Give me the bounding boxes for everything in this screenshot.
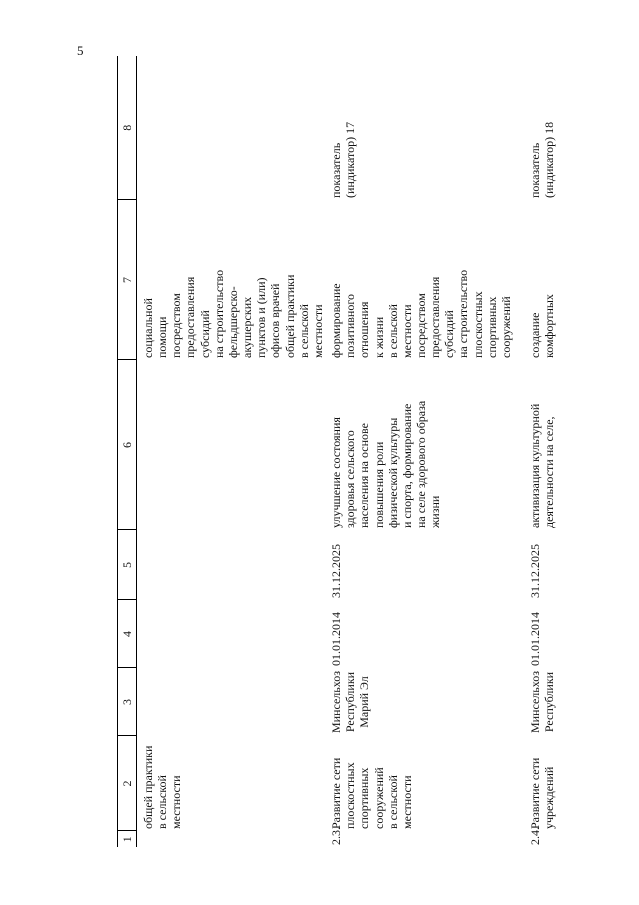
measure-name-cell (137, 736, 326, 831)
header-cell: 2 (118, 736, 137, 831)
cell-text-line: жизни (428, 495, 443, 528)
indicator-cell (325, 56, 524, 200)
cell-text-line: Минсельхоз (528, 670, 543, 734)
cell-text-line: активизация культурной (528, 403, 543, 528)
end-date-cell (137, 530, 326, 600)
cell-text-line: Марий Эл (357, 676, 372, 728)
cell-text-line: физической культуры (385, 417, 400, 528)
indicator-cell (524, 56, 556, 200)
cell-text-line: в сельской (296, 304, 311, 358)
cell-text-line: предоставления (183, 276, 198, 358)
cell-text-line: Республики (542, 671, 557, 733)
executor-cell (325, 668, 524, 736)
header-cell: 4 (118, 600, 137, 668)
cell-text-line: местности (310, 304, 325, 358)
program-link-cell (524, 200, 556, 360)
cell-text-line: субсидий (442, 310, 457, 358)
cell-text-line: предоставления (428, 276, 443, 358)
cell-text-line: местности (399, 304, 414, 358)
header-cell: 3 (118, 668, 137, 736)
header-cell: 6 (118, 360, 137, 530)
cell-text-line: показатель (528, 142, 543, 198)
cell-text-line: офисов врачей (268, 283, 283, 358)
cell-text-line: в сельской (385, 304, 400, 358)
expected-result-cell (524, 360, 556, 530)
cell-text-line: сооружений (498, 296, 513, 358)
cell-text-line: акушерских (240, 296, 255, 358)
cell-text-line: формирование (329, 283, 344, 358)
cell-text-line: и спорта, формирование (399, 403, 414, 528)
indicator-cell (137, 56, 326, 200)
row-number-cell: 2.3. (329, 827, 344, 845)
cell-text-line: в сельской (155, 775, 170, 829)
program-link-cell (137, 200, 326, 360)
cell-text-line: здоровья сельского (343, 430, 358, 528)
cell-text-line: на строительство (456, 269, 471, 358)
cell-text-line: местности (169, 775, 184, 829)
cell-text-line: (индикатор) 18 (542, 121, 557, 198)
cell-text-line: улучшение состояния (329, 417, 344, 528)
header-cell: 8 (118, 56, 137, 200)
end-date-cell: 31.12.2025 (528, 544, 543, 598)
row-number-cell (137, 831, 326, 847)
cell-text-line: общей практики (282, 274, 297, 358)
cell-text-line: плоскостных (470, 291, 485, 358)
cell-text-line: Развитие сети (528, 757, 543, 829)
cell-text-line: в сельской (385, 775, 400, 829)
cell-text-line: плоскостных (343, 762, 358, 829)
page-number: 5 (77, 43, 84, 58)
measure-name-cell (325, 736, 524, 831)
cell-text-line: спортивных (484, 296, 499, 358)
cell-text-line: на строительство (211, 269, 226, 358)
cell-text-line: населения на основе (357, 423, 372, 528)
measure-name-cell (524, 736, 556, 831)
table-row (137, 56, 326, 847)
cell-text-line: комфортных (542, 294, 557, 358)
cell-text-line: субсидий (197, 310, 212, 358)
start-date-cell: 01.01.2014 (329, 612, 344, 666)
cell-text-line: помощи (155, 316, 170, 358)
cell-text-line: социальной (141, 298, 155, 358)
table-row (524, 56, 556, 847)
header-cell: 7 (118, 200, 137, 360)
cell-text-line: фельдшерско- (225, 286, 240, 358)
start-date-cell: 01.01.2014 (528, 612, 543, 666)
cell-text-line: на селе здорового образа (413, 400, 428, 528)
cell-text-line: пунктов и (или) (254, 277, 269, 358)
cell-text-line: позитивного (343, 294, 358, 358)
executor-cell (524, 668, 556, 736)
cell-text-line: Минсельхоз (329, 670, 344, 734)
cell-text-line: к жизни (371, 316, 386, 358)
program-link-cell (325, 200, 524, 360)
end-date-cell: 31.12.2025 (329, 544, 344, 598)
start-date-cell (137, 600, 326, 668)
header-cell: 5 (118, 530, 137, 600)
cell-text-line: повышения роли (371, 441, 386, 528)
measures-table (117, 56, 556, 847)
cell-text-line: спортивных (357, 767, 372, 829)
cell-text-line: местности (399, 775, 414, 829)
executor-cell (137, 668, 326, 736)
row-number-cell: 2.4. (528, 827, 543, 845)
rotated-table-wrapper (117, 56, 619, 847)
cell-text-line: Республики (343, 671, 358, 733)
cell-text-line: отношения (357, 301, 372, 358)
cell-text-line: посредством (413, 293, 428, 358)
table-row (325, 56, 524, 847)
cell-text-line: посредством (169, 293, 184, 358)
cell-text-line: Развитие сети (329, 757, 344, 829)
cell-text-line: создание (528, 312, 543, 358)
cell-text-line: учреждений (542, 766, 557, 829)
table-header-row (118, 56, 137, 847)
header-cell: 1 (118, 831, 137, 847)
cell-text-line: (индикатор) 17 (343, 121, 358, 198)
expected-result-cell (325, 360, 524, 530)
cell-text-line: деятельности на селе, (542, 416, 557, 528)
cell-text-line: сооружений (371, 767, 386, 829)
expected-result-cell (137, 360, 326, 530)
cell-text-line: показатель (329, 142, 344, 198)
cell-text-line: общей практики (141, 745, 155, 829)
